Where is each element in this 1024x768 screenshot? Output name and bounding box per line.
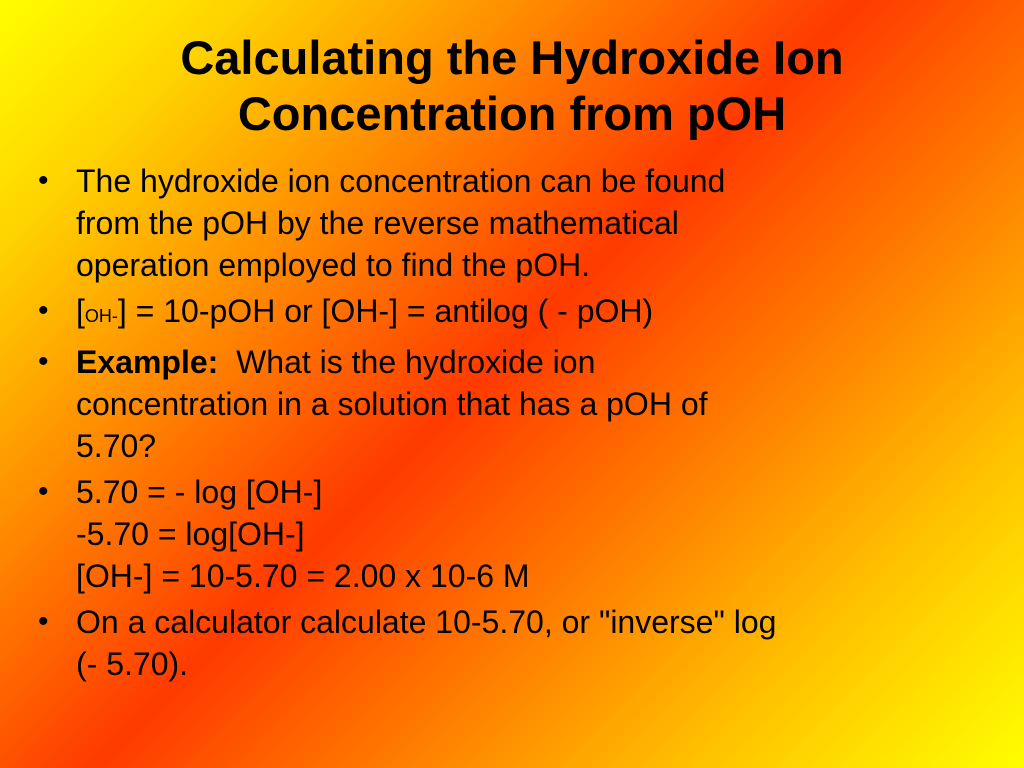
bullet-text: 5.70? (76, 428, 157, 464)
formula-oh-small: OH- (84, 306, 118, 326)
bullet-marker: • (38, 475, 49, 508)
bullet-text: On a calculator calculate 10-5.70, or "inverse" log (76, 604, 777, 640)
bullet-text: The hydroxide ion concentration can be found (76, 163, 726, 199)
bullet-marker: • (38, 345, 49, 378)
equation-line: -5.70 = log[OH-] (76, 516, 305, 552)
equation-line: 5.70 = - log [OH-] (76, 474, 323, 510)
bullet-text: concentration in a solution that has a pOH of (76, 386, 708, 422)
bullet-item (38, 471, 968, 597)
title-line-1: Calculating the Hydroxide Ion (180, 31, 844, 84)
equation-line: [OH-] = 10-5.70 = 2.00 x 10-6 M (76, 558, 530, 594)
bullet-text: operation employed to find the pOH. (76, 247, 591, 283)
title-line-2: Concentration from pOH (237, 87, 787, 140)
bullet-item (38, 160, 968, 286)
formula-rest: ] = 10-pOH or [OH-] = antilog ( - pOH) (117, 293, 654, 329)
bullet-item (38, 341, 968, 467)
example-label: Example: (76, 344, 219, 380)
formula-open-bracket: [ (76, 293, 85, 329)
bullet-text: (- 5.70). (76, 646, 189, 682)
bullet-text: What is the hydroxide ion (236, 344, 596, 380)
slide-title (0, 30, 1024, 142)
bullet-item (38, 290, 968, 337)
bullet-text: from the pOH by the reverse mathematical (76, 205, 679, 241)
bullet-item (38, 601, 968, 685)
bullet-marker: • (38, 164, 49, 197)
bullet-list (38, 160, 968, 689)
bullet-marker: • (38, 605, 49, 638)
bullet-marker: • (38, 294, 49, 327)
